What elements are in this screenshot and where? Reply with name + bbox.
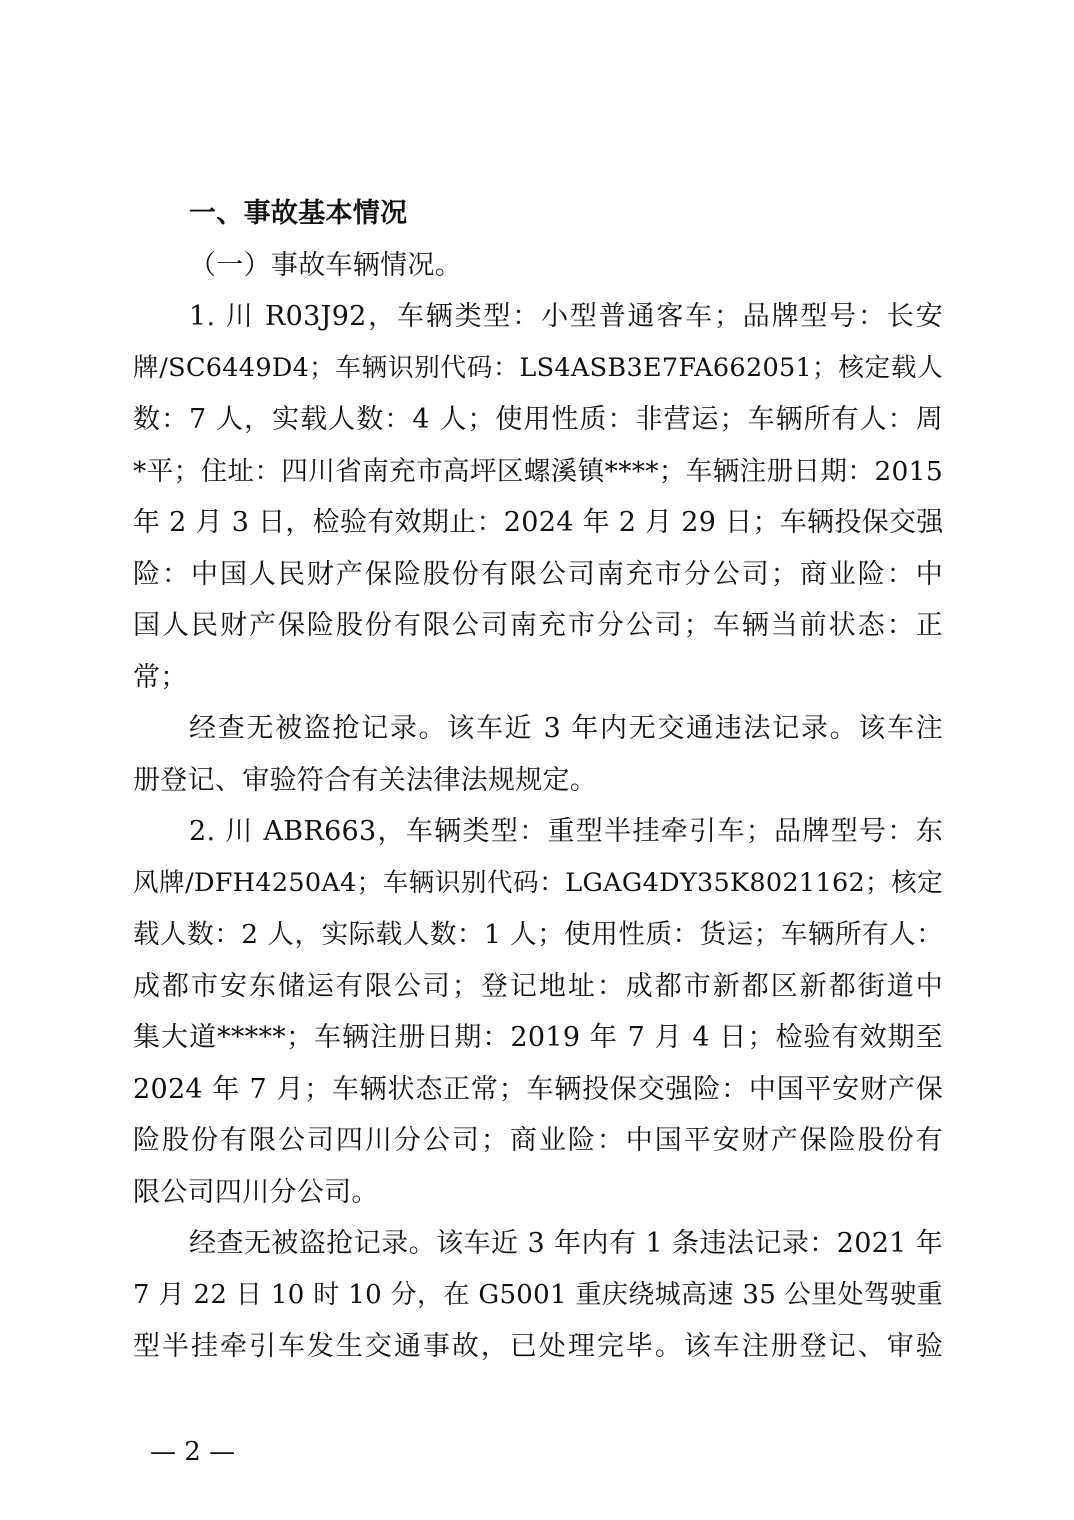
text-line: 数：7 人，实载人数：4 人；使用性质：非营运；车辆所有人：周 [133, 404, 943, 435]
text-line: 年 2 月 3 日，检验有效期止：2024 年 2 月 29 日；车辆投保交强 [133, 507, 944, 538]
text-line: 经查无被盗抢记录。该车近 3 年内无交通违法记录。该车注 [189, 713, 943, 744]
text-line: 牌/SC6449D4；车辆识别代码：LS4ASB3E7FA662051；核定载人 [133, 352, 943, 383]
text-line: 7 月 22 日 10 时 10 分，在 G5001 重庆绕城高速 35 公里处驾驶重 [133, 1279, 943, 1310]
page-number: — 2 — [150, 1437, 236, 1467]
document-body [133, 188, 943, 1373]
text-line: 册登记、审验符合有关法律法规规定。 [133, 764, 598, 796]
text-line: 2. 川 ABR663，车辆类型：重型半挂牵引车；品牌型号：东 [189, 816, 943, 847]
text-line: 险股份有限公司四川分公司；商业险：中国平安财产保险股份有 [133, 1125, 943, 1156]
text-line: 风牌/DFH4250A4；车辆识别代码：LGAG4DY35K8021162；核定 [133, 867, 943, 898]
text-line: 险：中国人民财产保险股份有限公司南充市分公司；商业险：中 [133, 558, 943, 590]
text-line: 经查无被盗抢记录。该车近 3 年内有 1 条违法记录：2021 年 [189, 1228, 943, 1259]
text-line: *平；住址：四川省南充市高坪区螺溪镇****；车辆注册日期：2015 [133, 455, 943, 487]
text-line: 载人数：2 人，实际载人数：1 人；使用性质：货运；车辆所有人： [133, 919, 943, 950]
text-line: 集大道*****；车辆注册日期：2019 年 7 月 4 日；检验有效期至 [133, 1022, 943, 1053]
text-line: 2024 年 7 月；车辆状态正常；车辆投保交强险：中国平安财产保 [133, 1073, 943, 1105]
text-line: 1. 川 R03J92，车辆类型：小型普通客车；品牌型号：长安 [189, 301, 943, 332]
section-heading: 一、事故基本情况 [189, 198, 408, 229]
text-line: 成都市安东储运有限公司；登记地址：成都市新都区新都街道中 [133, 970, 943, 1002]
text-line: 常； [133, 661, 188, 693]
subsection-heading: （一）事故车辆情况。 [189, 249, 462, 281]
text-line: 国人民财产保险股份有限公司南充市分公司；车辆当前状态：正 [133, 610, 943, 641]
text-line: 型半挂牵引车发生交通事故，已处理完毕。该车注册登记、审验 [133, 1331, 943, 1362]
text-line: 限公司四川分公司。 [133, 1176, 379, 1208]
